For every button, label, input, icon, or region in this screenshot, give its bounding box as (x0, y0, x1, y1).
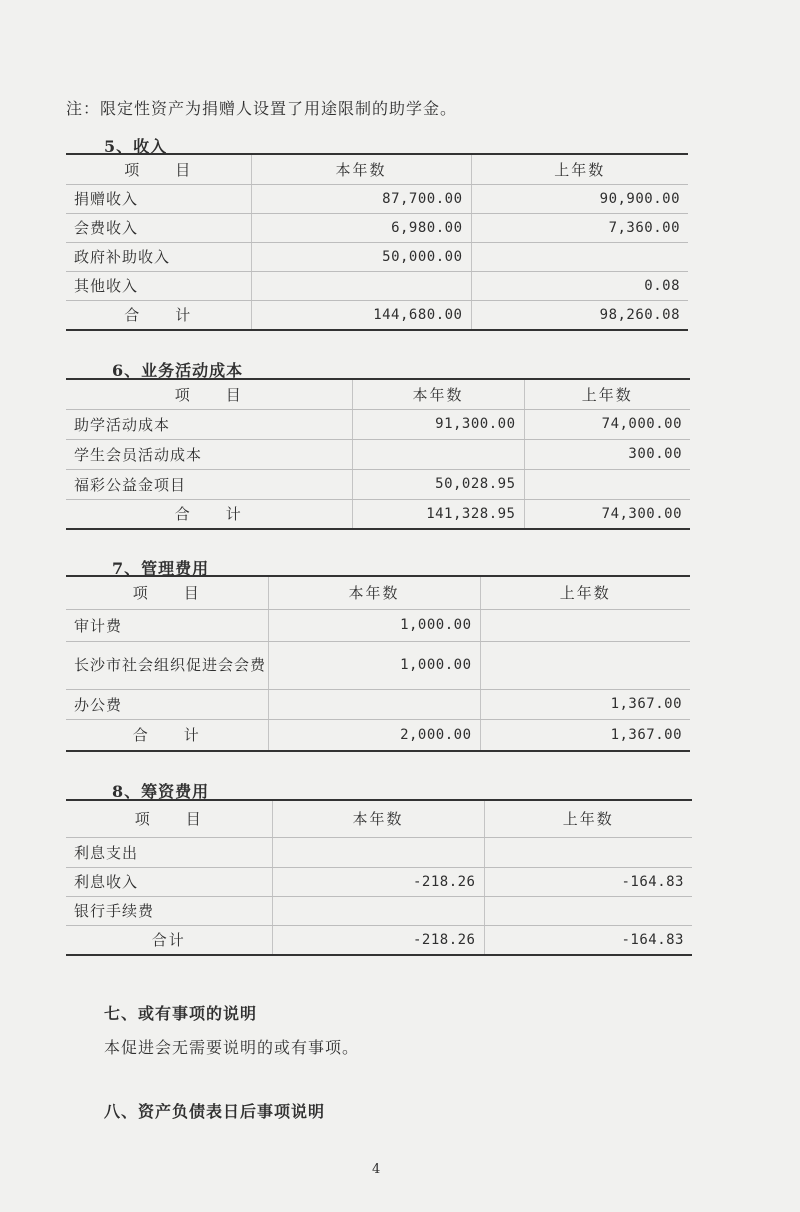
row-label: 福彩公益金项目 (66, 469, 352, 499)
header-current-year: 本年数 (272, 800, 484, 837)
total-current: 144,680.00 (251, 300, 471, 330)
section-title-admin-expense: 7、管理费用 (112, 559, 210, 578)
table-header-row (66, 379, 690, 409)
table-row (66, 213, 688, 242)
financing-cost-table (66, 799, 692, 956)
row-prior (524, 469, 690, 499)
income-table (66, 153, 688, 331)
header-item: 项 目 (66, 576, 268, 609)
header-item: 项 目 (66, 154, 251, 184)
table-row (66, 609, 690, 641)
row-current: 50,028.95 (352, 469, 524, 499)
contingent-title: 七、或有事项的说明 (104, 1004, 258, 1023)
row-prior (480, 609, 690, 641)
row-current (272, 896, 484, 925)
row-current (251, 271, 471, 300)
header-current-year: 本年数 (352, 379, 524, 409)
header-prior-year: 上年数 (471, 154, 688, 184)
row-prior: 7,360.00 (471, 213, 688, 242)
table-row (66, 409, 690, 439)
total-row (66, 719, 690, 751)
section-title-business-cost: 6、业务活动成本 (112, 361, 244, 380)
row-prior: -164.83 (484, 867, 692, 896)
header-prior-year: 上年数 (480, 576, 690, 609)
table-header-row (66, 576, 690, 609)
table-row (66, 242, 688, 271)
row-prior (484, 896, 692, 925)
row-prior: 0.08 (471, 271, 688, 300)
table-row (66, 896, 692, 925)
row-current: 87,700.00 (251, 184, 471, 213)
row-label: 审计费 (66, 609, 268, 641)
table-row (66, 271, 688, 300)
table-row (66, 641, 690, 689)
row-label: 利息支出 (66, 837, 272, 867)
row-prior: 1,367.00 (480, 689, 690, 719)
note-restricted-assets: 注：限定性资产为捐赠人设置了用途限制的助学金。 (66, 99, 458, 118)
total-prior: 98,260.08 (471, 300, 688, 330)
post-balance-title: 八、资产负债表日后事项说明 (104, 1102, 326, 1121)
total-label: 合 计 (66, 300, 251, 330)
total-current: 141,328.95 (352, 499, 524, 529)
total-prior: 74,300.00 (524, 499, 690, 529)
section-title-financing-cost: 8、筹资费用 (112, 782, 210, 801)
row-current (352, 439, 524, 469)
table-header-row (66, 800, 692, 837)
row-label: 助学活动成本 (66, 409, 352, 439)
row-current: 1,000.00 (268, 641, 480, 689)
total-current: 2,000.00 (268, 719, 480, 751)
row-label: 捐赠收入 (66, 184, 251, 213)
total-prior: -164.83 (484, 925, 692, 955)
row-label: 长沙市社会组织促进会会费 (66, 641, 268, 689)
total-row (66, 925, 692, 955)
row-current: -218.26 (272, 867, 484, 896)
admin-expense-table (66, 575, 690, 752)
row-current: 50,000.00 (251, 242, 471, 271)
row-label: 会费收入 (66, 213, 251, 242)
row-label: 其他收入 (66, 271, 251, 300)
row-label: 学生会员活动成本 (66, 439, 352, 469)
row-prior: 90,900.00 (471, 184, 688, 213)
row-label: 政府补助收入 (66, 242, 251, 271)
row-current (268, 689, 480, 719)
table-header-row (66, 154, 688, 184)
total-label: 合 计 (66, 499, 352, 529)
row-prior (484, 837, 692, 867)
total-label: 合计 (66, 925, 272, 955)
section-title-income: 5、收入 (104, 137, 168, 156)
header-item: 项 目 (66, 379, 352, 409)
row-current: 91,300.00 (352, 409, 524, 439)
header-current-year: 本年数 (251, 154, 471, 184)
row-prior: 300.00 (524, 439, 690, 469)
row-label: 银行手续费 (66, 896, 272, 925)
row-prior (471, 242, 688, 271)
header-prior-year: 上年数 (524, 379, 690, 409)
total-prior: 1,367.00 (480, 719, 690, 751)
total-row (66, 499, 690, 529)
contingent-body: 本促进会无需要说明的或有事项。 (104, 1038, 360, 1057)
row-current (272, 837, 484, 867)
row-label: 办公费 (66, 689, 268, 719)
row-current: 6,980.00 (251, 213, 471, 242)
table-row (66, 867, 692, 896)
total-current: -218.26 (272, 925, 484, 955)
total-label: 合 计 (66, 719, 268, 751)
table-row (66, 689, 690, 719)
row-prior (480, 641, 690, 689)
row-prior: 74,000.00 (524, 409, 690, 439)
table-row (66, 184, 688, 213)
header-item: 项 目 (66, 800, 272, 837)
table-row (66, 439, 690, 469)
table-row (66, 469, 690, 499)
header-prior-year: 上年数 (484, 800, 692, 837)
row-current: 1,000.00 (268, 609, 480, 641)
table-row (66, 837, 692, 867)
page-number: 4 (372, 1162, 381, 1177)
header-current-year: 本年数 (268, 576, 480, 609)
row-label: 利息收入 (66, 867, 272, 896)
total-row (66, 300, 688, 330)
business-cost-table (66, 378, 690, 530)
